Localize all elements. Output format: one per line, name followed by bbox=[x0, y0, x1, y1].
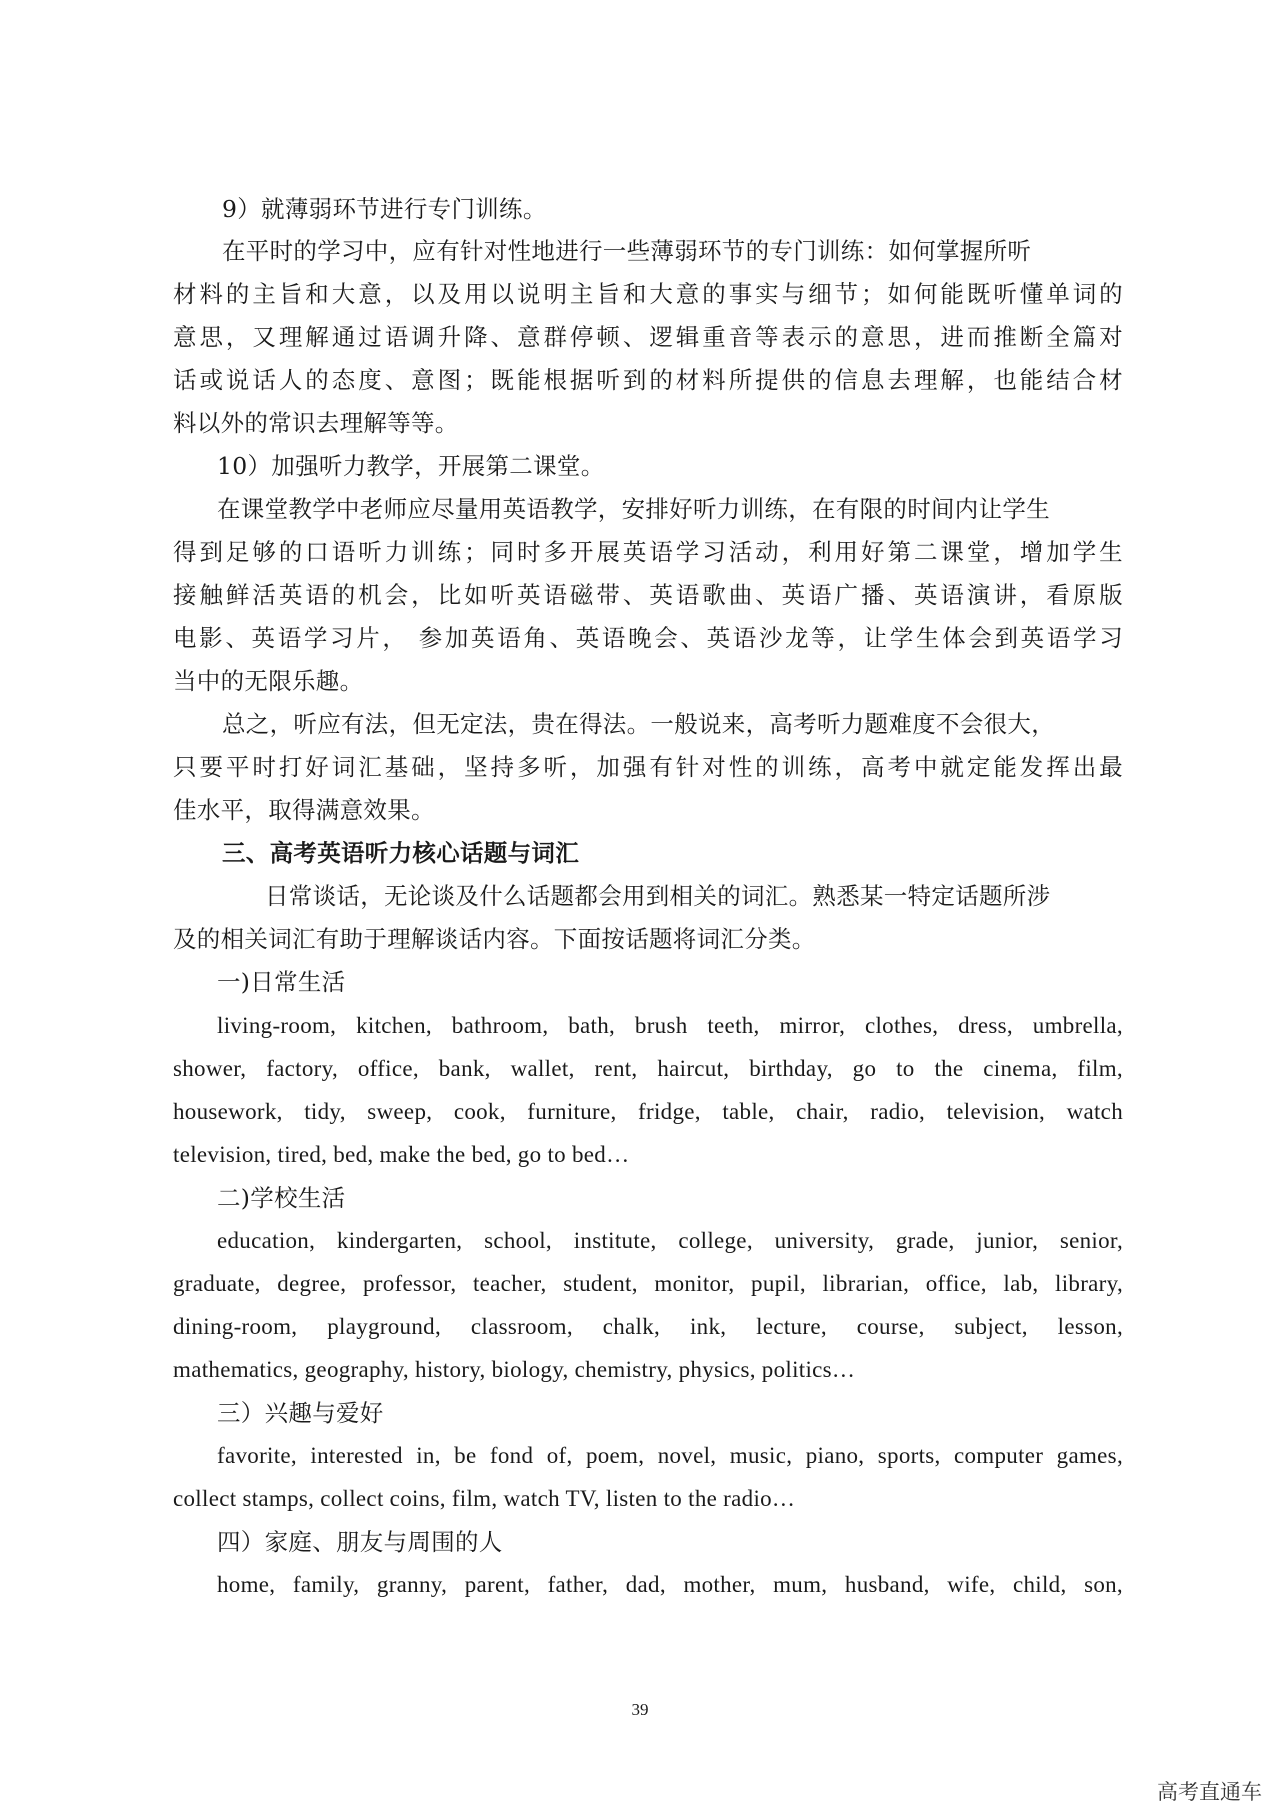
paragraph-line: 材料的主旨和大意，以及用以说明主旨和大意的事实与细节；如何能既听懂单词的 bbox=[173, 280, 1123, 308]
topic-heading-daily-life: 一)日常生活 bbox=[217, 968, 346, 996]
paragraph-line: 料以外的常识去理解等等。 bbox=[173, 409, 459, 437]
paragraph-line: 得到足够的口语听力训练；同时多开展英语学习活动，利用好第二课堂，增加学生 bbox=[173, 538, 1123, 566]
vocab-line: living-room, kitchen, bathroom, bath, brush teeth, mirror, clothes, dress, umbrella, bbox=[217, 1013, 1123, 1038]
paragraph-line: 只要平时打好词汇基础，坚持多听，加强有针对性的训练，高考中就定能发挥出最 bbox=[173, 753, 1123, 781]
topic-heading-hobbies: 三）兴趣与爱好 bbox=[217, 1399, 384, 1427]
vocab-line: television, tired, bed, make the bed, go to bed… bbox=[173, 1142, 630, 1167]
paragraph-line: 及的相关词汇有助于理解谈话内容。下面按话题将词汇分类。 bbox=[173, 925, 816, 953]
watermark: 高考直通车 bbox=[1157, 1780, 1262, 1804]
topic-heading-family: 四）家庭、朋友与周围的人 bbox=[217, 1528, 503, 1556]
topic-heading-school-life: 二)学校生活 bbox=[217, 1184, 346, 1212]
page-number: 39 bbox=[631, 1700, 649, 1719]
paragraph-line: 接触鲜活英语的机会，比如听英语磁带、英语歌曲、英语广播、英语演讲，看原版 bbox=[173, 581, 1123, 609]
heading-weak-links: 9）就薄弱环节进行专门训练。 bbox=[222, 195, 547, 223]
paragraph-line: 在课堂教学中老师应尽量用英语教学，安排好听力训练，在有限的时间内让学生 bbox=[217, 495, 1050, 523]
vocab-line: graduate, degree, professor, teacher, student, monitor, pupil, librarian, office, lab, library, bbox=[173, 1271, 1123, 1296]
vocab-line: housework, tidy, sweep, cook, furniture, fridge, table, chair, radio, television, watch bbox=[173, 1099, 1123, 1124]
paragraph-line: 日常谈话，无论谈及什么话题都会用到相关的词汇。熟悉某一特定话题所涉 bbox=[265, 882, 1051, 910]
paragraph-line: 总之，听应有法，但无定法，贵在得法。一般说来，高考听力题难度不会很大， bbox=[222, 710, 1055, 738]
vocab-line: home, family, granny, parent, father, dad, mother, mum, husband, wife, child, son, bbox=[217, 1572, 1123, 1597]
vocab-line: collect stamps, collect coins, film, watch TV, listen to the radio… bbox=[173, 1486, 796, 1511]
section-heading: 三、高考英语听力核心话题与词汇 bbox=[222, 839, 579, 867]
paragraph-line: 在平时的学习中，应有针对性地进行一些薄弱环节的专门训练：如何掌握所听 bbox=[222, 237, 1032, 265]
vocab-line: shower, factory, office, bank, wallet, rent, haircut, birthday, go to the cinema, film, bbox=[173, 1056, 1123, 1081]
paragraph-line: 当中的无限乐趣。 bbox=[173, 667, 364, 695]
vocab-line: education, kindergarten, school, institute, college, university, grade, junior, senior, bbox=[217, 1228, 1123, 1253]
vocab-line: favorite, interested in, be fond of, poem, novel, music, piano, sports, computer games, bbox=[217, 1443, 1123, 1468]
heading-second-classroom: 10）加强听力教学，开展第二课堂。 bbox=[217, 452, 605, 480]
vocab-line: mathematics, geography, history, biology, chemistry, physics, politics… bbox=[173, 1357, 856, 1382]
paragraph-line: 话或说话人的态度、意图；既能根据听到的材料所提供的信息去理解，也能结合材 bbox=[173, 366, 1123, 394]
paragraph-line: 电影、英语学习片， 参加英语角、英语晚会、英语沙龙等，让学生体会到英语学习 bbox=[173, 624, 1123, 652]
vocab-line: dining-room, playground, classroom, chalk, ink, lecture, course, subject, lesson, bbox=[173, 1314, 1123, 1339]
paragraph-line: 佳水平，取得满意效果。 bbox=[173, 796, 435, 824]
paragraph-line: 意思，又理解通过语调升降、意群停顿、逻辑重音等表示的意思，进而推断全篇对 bbox=[173, 323, 1123, 351]
